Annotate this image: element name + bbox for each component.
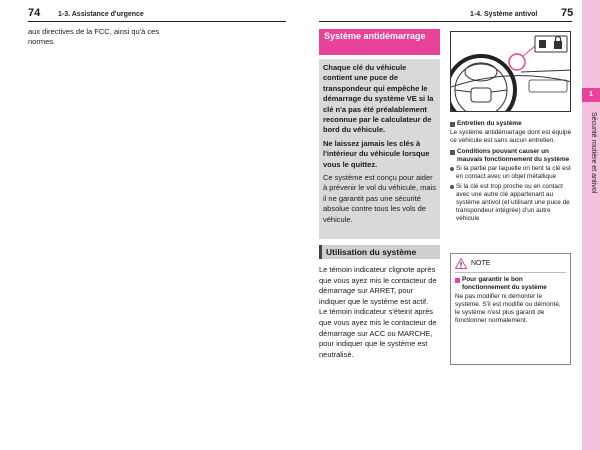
bullet-dot-icon — [450, 167, 454, 171]
immobilizer-box-p3: Ce système est conçu pour aider à prévenir le vol du véhicule, mais il ne garantit pas une sécurité absolue contre tous les vols de véhicule. — [323, 173, 436, 224]
chapter-number: 1 — [582, 88, 600, 102]
maintenance-heading — [450, 120, 572, 128]
usage-heading: Utilisation du système — [319, 245, 440, 259]
immobilizer-info-box — [319, 59, 440, 239]
left-section-title: 1-3. Assistance d'urgence — [58, 11, 144, 18]
usage-text — [319, 265, 440, 360]
note-text: Ne pas modifier ni démonter le système. S'il est modifié ou démonté, le système n'est plus garanti de fonctionner normalement. — [455, 293, 561, 324]
left-header-rule — [28, 21, 286, 22]
right-header-rule — [319, 21, 572, 22]
conditions-heading — [450, 148, 572, 164]
condition-text: Si la partie par laquelle on tient la clé est en contact avec un objet métallique — [456, 165, 571, 180]
conditions-title: Conditions pouvant causer un mauvais fonctionnement du système — [457, 148, 570, 163]
dashboard-illustration — [450, 31, 571, 112]
left-page-number: 74 — [28, 7, 41, 19]
note-subheading — [455, 276, 566, 292]
chapter-side-tab — [582, 0, 600, 450]
note-box — [450, 253, 571, 365]
left-page-text: aux directives de la FCC, ainsi qu'à ces normes. — [28, 27, 160, 46]
note-title: Pour garantir le bon fonctionnement du système — [462, 276, 547, 291]
usage-p2: Le témoin indicateur s'éteint après que vous ayez mis le contacteur de démarrage sur ACC ou MARCHE, pour indiquer que le système est neutralisé. — [319, 307, 437, 359]
note-label: NOTE — [471, 259, 491, 267]
condition-item — [450, 165, 572, 181]
right-section-title: 1-4. Système antivol — [470, 11, 538, 18]
immobilizer-box-p2: Ne laissez jamais les clés à l'intérieur du véhicule lorsque vous le quittez. — [323, 138, 430, 169]
maintenance-text: Le système antidémarrage dont est équipé ce véhicule est sans aucun entretien. — [450, 129, 572, 144]
right-page-number: 75 — [561, 7, 574, 19]
bullet-dot-icon — [450, 185, 454, 189]
maintenance-title: Entretien du système — [457, 120, 522, 127]
square-bullet-icon — [455, 278, 460, 283]
condition-text: Si la clé est trop proche ou en contact avec une autre clé appartenant au système antivol (et utilisant une puce de transpondeur intégrée) d'un autre véhicule — [456, 183, 570, 222]
usage-p1: Le témoin indicateur clignote après que vous ayez mis le contacteur de démarrage sur ARRET, pour indiquer que le système est actif. — [319, 265, 437, 306]
right-column — [450, 120, 572, 225]
note-header — [455, 258, 566, 273]
warning-triangle-icon — [455, 258, 467, 269]
square-bullet-icon — [450, 122, 455, 127]
condition-item — [450, 183, 572, 223]
chapter-label: Sécurité routière et antivol — [590, 112, 597, 194]
immobilizer-box-p1: Chaque clé du véhicule contient une puce de transpondeur qui empêche le démarrage du système VE si la clé n'a pas été préalablement reconnue par le calculateur de bord du véhicule. — [323, 63, 434, 135]
immobilizer-heading: Système antidémarrage — [319, 29, 440, 55]
square-bullet-icon — [450, 150, 455, 155]
dashboard-drawing — [451, 32, 571, 112]
